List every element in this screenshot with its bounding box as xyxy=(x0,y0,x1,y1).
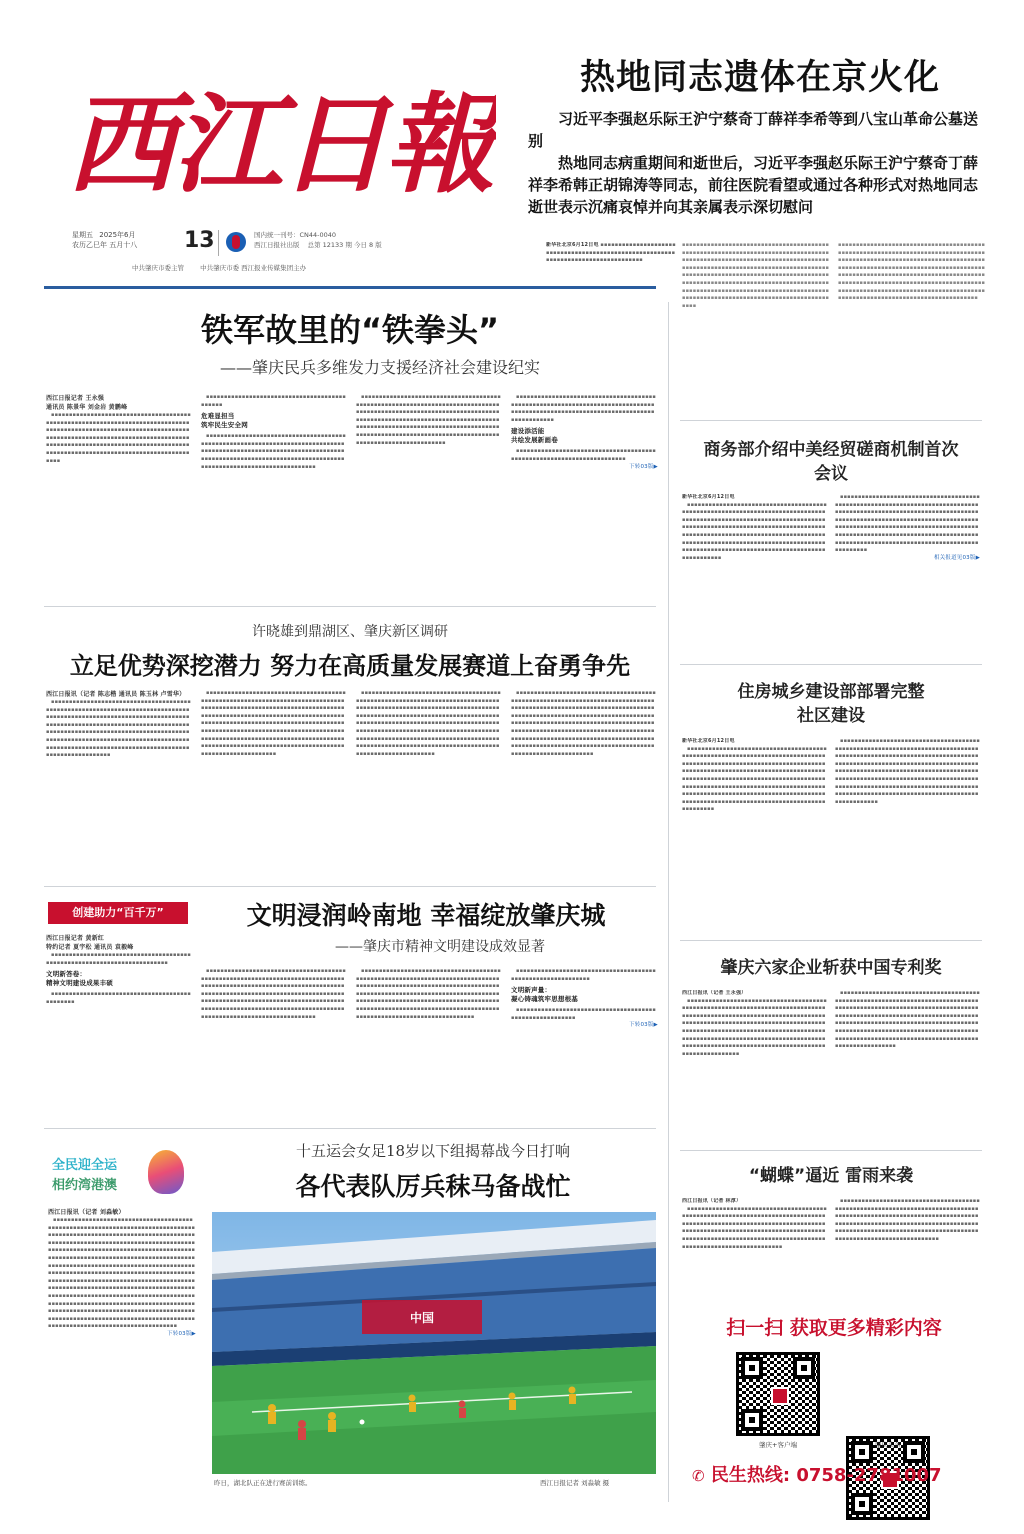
day-number: 13 xyxy=(184,228,215,253)
article4-title: 各代表队厉兵秣马备战忙 xyxy=(295,1172,571,1201)
article2-kicker: 许晓雄到鼎湖区、肇庆新区调研 xyxy=(252,624,448,640)
games-logo xyxy=(48,1146,188,1202)
publisher: 西江日报社出版 xyxy=(254,241,300,249)
lead-deck-2: 热地同志病重期间和逝世后，习近平李强赵乐际王沪宁蔡奇丁薛祥李希韩正胡锦涛等同志，前往医院看望或通过各种形式对热地同志逝世表示沉痛哀悼并向其亲属表示深切慰问 xyxy=(528,154,979,216)
article3-continue-link[interactable]: 下转03版▶ xyxy=(629,1022,658,1029)
article1-title: 铁军故里的“铁拳头” xyxy=(200,311,500,349)
side-news2-body: 新华社北京6月12日电 ▪▪▪▪▪▪▪▪▪▪▪▪▪▪▪▪▪▪▪▪▪▪▪▪▪▪▪▪▪▪▪▪▪▪▪▪▪▪▪▪▪▪▪▪▪▪▪▪▪▪▪▪▪▪▪▪▪▪▪▪▪▪▪▪▪▪▪▪▪▪▪▪▪▪▪▪▪▪▪▪▪▪▪▪▪▪▪▪▪▪▪▪▪▪▪▪▪▪▪▪▪▪▪▪▪▪▪▪▪▪▪▪▪▪▪▪▪▪▪▪▪▪▪▪▪▪▪▪▪▪▪▪▪▪▪▪▪▪▪▪▪▪▪▪▪▪▪▪▪▪▪▪▪▪▪▪▪▪▪▪▪▪▪▪▪▪▪▪▪▪▪▪▪▪▪▪▪▪▪▪▪▪▪▪▪▪▪▪▪▪▪▪▪▪▪▪▪▪▪▪▪▪▪▪▪▪▪▪▪▪▪▪▪▪▪▪▪▪▪▪▪▪▪▪▪▪▪▪▪▪▪▪▪▪▪▪▪▪▪▪▪▪▪▪▪▪▪▪▪▪▪▪▪▪▪▪▪▪▪▪▪▪▪▪▪▪▪▪▪▪▪▪▪▪▪▪▪▪▪▪▪▪▪▪▪▪▪▪▪▪▪▪▪▪▪▪▪▪▪▪▪▪▪▪▪▪▪▪▪▪▪▪▪▪▪▪▪▪▪▪▪▪▪▪▪▪▪▪ ▪▪▪▪▪▪▪▪▪▪▪▪▪▪▪▪▪▪▪▪▪▪▪▪▪▪▪▪▪▪▪▪▪▪▪▪▪▪▪▪▪▪▪▪▪▪▪▪▪▪▪▪▪▪▪▪▪▪▪▪▪▪▪▪▪▪▪▪▪▪▪▪▪▪▪▪▪▪▪▪▪▪▪▪▪▪▪▪▪▪▪▪▪▪▪▪▪▪▪▪▪▪▪▪▪▪▪▪▪▪▪▪▪▪▪▪▪▪▪▪▪▪▪▪▪▪▪▪▪▪▪▪▪▪▪▪▪▪▪▪▪▪▪▪▪▪▪▪▪▪▪▪▪▪▪▪▪▪▪▪▪▪▪▪▪▪▪▪▪▪▪▪▪▪▪▪▪▪▪▪▪▪▪▪▪▪▪▪▪▪▪▪▪▪▪▪▪▪▪▪▪▪▪▪▪▪▪▪▪▪▪▪▪▪▪▪▪▪▪▪▪▪▪▪▪▪▪▪▪▪▪▪▪▪▪▪▪▪▪▪▪▪▪▪▪▪▪▪▪▪▪▪▪▪▪▪▪▪▪▪▪▪▪▪▪▪▪▪▪▪▪▪▪▪▪▪▪▪▪▪▪▪▪▪▪▪▪▪▪▪▪▪▪▪▪▪▪▪▪▪▪▪▪▪▪▪▪▪▪▪▪▪▪▪▪▪▪▪▪▪▪▪▪▪▪▪▪▪▪▪▪ xyxy=(682,738,980,813)
article1-subhead-1: 危难显担当 筑牢民生安全网 xyxy=(201,412,248,430)
side-news2-byline: 新华社北京6月12日电 xyxy=(682,738,735,744)
side-news3-body: 西江日报讯（记者 王永强） ▪▪▪▪▪▪▪▪▪▪▪▪▪▪▪▪▪▪▪▪▪▪▪▪▪▪▪▪▪▪▪▪▪▪▪▪▪▪▪▪▪▪▪▪▪▪▪▪▪▪▪▪▪▪▪▪▪▪▪▪▪▪▪▪▪▪▪▪▪▪▪▪▪▪▪▪▪▪▪▪▪▪▪▪▪▪▪▪▪▪▪▪▪▪▪▪▪▪▪▪▪▪▪▪▪▪▪▪▪▪▪▪▪▪▪▪▪▪▪▪▪▪▪▪▪▪▪▪▪▪▪▪▪▪▪▪▪▪▪▪▪▪▪▪▪▪▪▪▪▪▪▪▪▪▪▪▪▪▪▪▪▪▪▪▪▪▪▪▪▪▪▪▪▪▪▪▪▪▪▪▪▪▪▪▪▪▪▪▪▪▪▪▪▪▪▪▪▪▪▪▪▪▪▪▪▪▪▪▪▪▪▪▪▪▪▪▪▪▪▪▪▪▪▪▪▪▪▪▪▪▪▪▪▪▪▪▪▪▪▪▪▪▪▪▪▪▪▪▪▪▪▪▪▪▪▪▪▪▪▪▪▪▪▪▪▪▪▪▪▪▪▪▪▪▪▪▪▪▪▪▪▪▪▪▪▪▪▪▪▪▪▪▪▪▪ ▪▪▪▪▪▪▪▪▪▪▪▪▪▪▪▪▪▪▪▪▪▪▪▪▪▪▪▪▪▪▪▪▪▪▪▪▪▪▪▪▪▪▪▪▪▪▪▪▪▪▪▪▪▪▪▪▪▪▪▪▪▪▪▪▪▪▪▪▪▪▪▪▪▪▪▪▪▪▪▪▪▪▪▪▪▪▪▪▪▪▪▪▪▪▪▪▪▪▪▪▪▪▪▪▪▪▪▪▪▪▪▪▪▪▪▪▪▪▪▪▪▪▪▪▪▪▪▪▪▪▪▪▪▪▪▪▪▪▪▪▪▪▪▪▪▪▪▪▪▪▪▪▪▪▪▪▪▪▪▪▪▪▪▪▪▪▪▪▪▪▪▪▪▪▪▪▪▪▪▪▪▪▪▪▪▪▪▪▪▪▪▪▪▪▪▪▪▪▪▪▪▪▪▪▪▪▪▪▪▪▪▪▪▪▪▪▪▪▪▪▪▪▪▪▪▪▪▪▪▪▪▪▪▪▪▪▪▪▪▪▪▪▪▪▪▪▪▪▪▪▪▪▪▪▪▪▪▪▪▪▪▪▪▪▪▪▪▪▪▪▪▪▪▪▪▪▪▪▪▪▪▪▪▪▪▪▪▪▪▪▪▪▪▪▪▪ xyxy=(682,990,980,1057)
article3-tag: 创建助力“百千万” xyxy=(48,902,188,924)
side-news1-byline: 新华社北京6月12日电 xyxy=(682,494,735,500)
lead-body-1: 新华社北京6月12日电 ▪▪▪▪▪▪▪▪▪▪▪▪▪▪▪▪▪▪▪▪▪▪▪▪▪▪▪▪▪▪▪▪▪▪▪▪▪▪▪▪▪▪▪▪▪▪▪▪▪▪▪▪▪▪▪▪▪▪▪▪▪▪▪▪▪▪▪▪▪▪▪▪▪▪▪▪▪▪▪▪▪▪▪▪ xyxy=(546,242,676,264)
side-news3-byline: 西江日报讯（记者 王永强） xyxy=(682,990,747,996)
lead-body-2: ▪▪▪▪▪▪▪▪▪▪▪▪▪▪▪▪▪▪▪▪▪▪▪▪▪▪▪▪▪▪▪▪▪▪▪▪▪▪▪▪▪▪▪▪▪▪▪▪▪▪▪▪▪▪▪▪▪▪▪▪▪▪▪▪▪▪▪▪▪▪▪▪▪▪▪▪▪▪▪▪▪▪▪▪▪▪▪▪▪▪▪▪▪▪▪▪▪▪▪▪▪▪▪▪▪▪▪▪▪▪▪▪▪▪▪▪▪▪▪▪▪▪▪▪▪▪▪▪▪▪▪▪▪▪▪▪▪▪▪▪▪▪▪▪▪▪▪▪▪▪▪▪▪▪▪▪▪▪▪▪▪▪▪▪▪▪▪▪▪▪▪▪▪▪▪▪▪▪▪▪▪▪▪▪▪▪▪▪▪▪▪▪▪▪▪▪▪▪▪▪▪▪▪▪▪▪▪▪▪▪▪▪▪▪▪▪▪▪▪▪▪▪▪▪▪▪▪▪▪▪▪▪▪▪▪▪▪▪▪▪▪▪▪▪▪▪▪▪▪▪▪▪▪▪▪▪▪▪▪▪▪▪▪▪▪▪▪▪▪▪▪▪▪▪▪▪▪▪▪▪▪▪▪▪▪▪▪▪▪▪▪▪▪▪▪▪▪▪▪▪▪▪▪▪▪▪▪▪▪▪▪▪▪▪▪▪▪▪▪▪▪▪▪▪▪▪▪▪▪▪▪▪ xyxy=(682,242,830,309)
lunar-date: 农历乙巳年 五月十八 xyxy=(72,241,138,249)
article3-byline-2: 特约记者 夏宇松 通讯员 袁毅峰 xyxy=(46,944,134,951)
photo-caption: 昨日，湖北队正在进行赛前训练。 xyxy=(214,1479,312,1487)
side-news4-byline: 西江日报讯（记者 林淳） xyxy=(682,1198,742,1204)
article2-body: 西江日报讯（记者 陈志楷 通讯员 陈玉林 卢雪华） ▪▪▪▪▪▪▪▪▪▪▪▪▪▪▪▪▪▪▪▪▪▪▪▪▪▪▪▪▪▪▪▪▪▪▪▪▪▪▪▪▪▪▪▪▪▪▪▪▪▪▪▪▪▪▪▪▪▪▪▪▪▪▪▪▪▪▪▪▪▪▪▪▪▪▪▪▪▪▪▪▪▪▪▪▪▪▪▪▪▪▪▪▪▪▪▪▪▪▪▪▪▪▪▪▪▪▪▪▪▪▪▪▪▪▪▪▪▪▪▪▪▪▪▪▪▪▪▪▪▪▪▪▪▪▪▪▪▪▪▪▪▪▪▪▪▪▪▪▪▪▪▪▪▪▪▪▪▪▪▪▪▪▪▪▪▪▪▪▪▪▪▪▪▪▪▪▪▪▪▪▪▪▪▪▪▪▪▪▪▪▪▪▪▪▪▪▪▪▪▪▪▪▪▪▪▪▪▪▪▪▪▪▪▪▪▪▪▪▪▪▪▪▪▪▪▪▪▪▪▪▪▪▪▪▪▪▪▪▪▪▪▪▪▪▪▪▪▪▪▪▪▪▪▪▪▪▪▪▪▪▪▪▪▪▪▪▪▪▪▪▪▪▪▪▪▪▪▪▪▪▪▪▪▪▪▪▪▪▪▪▪▪▪▪▪▪▪ ▪▪▪▪▪▪▪▪▪▪▪▪▪▪▪▪▪▪▪▪▪▪▪▪▪▪▪▪▪▪▪▪▪▪▪▪▪▪▪▪▪▪▪▪▪▪▪▪▪▪▪▪▪▪▪▪▪▪▪▪▪▪▪▪▪▪▪▪▪▪▪▪▪▪▪▪▪▪▪▪▪▪▪▪▪▪▪▪▪▪▪▪▪▪▪▪▪▪▪▪▪▪▪▪▪▪▪▪▪▪▪▪▪▪▪▪▪▪▪▪▪▪▪▪▪▪▪▪▪▪▪▪▪▪▪▪▪▪▪▪▪▪▪▪▪▪▪▪▪▪▪▪▪▪▪▪▪▪▪▪▪▪▪▪▪▪▪▪▪▪▪▪▪▪▪▪▪▪▪▪▪▪▪▪▪▪▪▪▪▪▪▪▪▪▪▪▪▪▪▪▪▪▪▪▪▪▪▪▪▪▪▪▪▪▪▪▪▪▪▪▪▪▪▪▪▪▪▪▪▪▪▪▪▪▪▪▪▪▪▪▪▪▪▪▪▪▪▪▪▪▪▪▪▪▪▪▪▪▪▪▪▪▪▪▪▪▪▪▪▪▪▪▪▪▪▪▪▪▪▪▪▪▪▪▪▪▪▪▪▪▪▪▪▪▪▪▪▪▪▪▪▪▪▪▪▪▪▪▪▪▪▪▪▪▪▪▪▪▪▪▪▪▪▪▪▪▪▪▪▪▪▪▪▪▪▪▪▪▪▪ ▪▪▪▪▪▪▪▪▪▪▪▪▪▪▪▪▪▪▪▪▪▪▪▪▪▪▪▪▪▪▪▪▪▪▪▪▪▪▪▪▪▪▪▪▪▪▪▪▪▪▪▪▪▪▪▪▪▪▪▪▪▪▪▪▪▪▪▪▪▪▪▪▪▪▪▪▪▪▪▪▪▪▪▪▪▪▪▪▪▪▪▪▪▪▪▪▪▪▪▪▪▪▪▪▪▪▪▪▪▪▪▪▪▪▪▪▪▪▪▪▪▪▪▪▪▪▪▪▪▪▪▪▪▪▪▪▪▪▪▪▪▪▪▪▪▪▪▪▪▪▪▪▪▪▪▪▪▪▪▪▪▪▪▪▪▪▪▪▪▪▪▪▪▪▪▪▪▪▪▪▪▪▪▪▪▪▪▪▪▪▪▪▪▪▪▪▪▪▪▪▪▪▪▪▪▪▪▪▪▪▪▪▪▪▪▪▪▪▪▪▪▪▪▪▪▪▪▪▪▪▪▪▪▪▪▪▪▪▪▪▪▪▪▪▪▪▪▪▪▪▪▪▪▪▪▪▪▪▪▪▪▪▪▪▪▪▪▪▪▪▪▪▪▪▪▪▪▪▪▪▪▪▪▪▪▪▪▪▪▪▪▪▪▪▪▪▪▪▪▪▪▪▪▪▪▪▪▪▪▪▪▪▪▪▪▪▪▪▪▪▪▪▪▪▪▪▪▪▪▪▪▪▪▪▪▪▪▪▪▪▪ ▪▪▪▪▪▪▪▪▪▪▪▪▪▪▪▪▪▪▪▪▪▪▪▪▪▪▪▪▪▪▪▪▪▪▪▪▪▪▪▪▪▪▪▪▪▪▪▪▪▪▪▪▪▪▪▪▪▪▪▪▪▪▪▪▪▪▪▪▪▪▪▪▪▪▪▪▪▪▪▪▪▪▪▪▪▪▪▪▪▪▪▪▪▪▪▪▪▪▪▪▪▪▪▪▪▪▪▪▪▪▪▪▪▪▪▪▪▪▪▪▪▪▪▪▪▪▪▪▪▪▪▪▪▪▪▪▪▪▪▪▪▪▪▪▪▪▪▪▪▪▪▪▪▪▪▪▪▪▪▪▪▪▪▪▪▪▪▪▪▪▪▪▪▪▪▪▪▪▪▪▪▪▪▪▪▪▪▪▪▪▪▪▪▪▪▪▪▪▪▪▪▪▪▪▪▪▪▪▪▪▪▪▪▪▪▪▪▪▪▪▪▪▪▪▪▪▪▪▪▪▪▪▪▪▪▪▪▪▪▪▪▪▪▪▪▪▪▪▪▪▪▪▪▪▪▪▪▪▪▪▪▪▪▪▪▪▪▪▪▪▪▪▪▪▪▪▪▪▪▪▪▪▪▪▪▪▪▪▪▪▪▪▪▪▪▪▪▪▪▪▪▪▪▪▪▪▪▪▪▪▪▪▪▪▪▪▪▪▪▪▪▪▪▪▪▪▪▪▪▪▪▪▪▪▪▪▪▪▪▪▪▪ xyxy=(46,690,656,759)
article1-subtitle: ——肇庆民兵多维发力支援经济社会建设纪实 xyxy=(219,358,540,377)
masthead-date-block xyxy=(72,230,492,260)
article1-body: 西江日报记者 王永强 通讯员 陈景华 刘金岩 黄鹏峰 ▪▪▪▪▪▪▪▪▪▪▪▪▪▪▪▪▪▪▪▪▪▪▪▪▪▪▪▪▪▪▪▪▪▪▪▪▪▪▪▪▪▪▪▪▪▪▪▪▪▪▪▪▪▪▪▪▪▪▪▪▪▪▪▪▪▪▪▪▪▪▪▪▪▪▪▪▪▪▪▪▪▪▪▪▪▪▪▪▪▪▪▪▪▪▪▪▪▪▪▪▪▪▪▪▪▪▪▪▪▪▪▪▪▪▪▪▪▪▪▪▪▪▪▪▪▪▪▪▪▪▪▪▪▪▪▪▪▪▪▪▪▪▪▪▪▪▪▪▪▪▪▪▪▪▪▪▪▪▪▪▪▪▪▪▪▪▪▪▪▪▪▪▪▪▪▪▪▪▪▪▪▪▪▪▪▪▪▪▪▪▪▪▪▪▪▪▪▪▪▪▪▪▪▪▪▪▪▪▪▪▪▪▪▪▪▪▪▪▪▪▪▪▪▪▪▪▪▪▪▪▪▪▪▪▪▪▪▪▪▪▪▪▪ ▪▪▪▪▪▪▪▪▪▪▪▪▪▪▪▪▪▪▪▪▪▪▪▪▪▪▪▪▪▪▪▪▪▪▪▪▪▪▪▪▪▪▪▪▪ 危难显担当 筑牢民生安全网 ▪▪▪▪▪▪▪▪▪▪▪▪▪▪▪▪▪▪▪▪▪▪▪▪▪▪▪▪▪▪▪▪▪▪▪▪▪▪▪▪▪▪▪▪▪▪▪▪▪▪▪▪▪▪▪▪▪▪▪▪▪▪▪▪▪▪▪▪▪▪▪▪▪▪▪▪▪▪▪▪▪▪▪▪▪▪▪▪▪▪▪▪▪▪▪▪▪▪▪▪▪▪▪▪▪▪▪▪▪▪▪▪▪▪▪▪▪▪▪▪▪▪▪▪▪▪▪▪▪▪▪▪▪▪▪▪▪▪▪▪▪▪▪▪▪▪▪▪▪▪▪▪▪▪▪▪▪▪▪▪▪▪▪▪▪▪▪▪▪▪▪▪▪▪▪▪▪▪▪▪▪▪▪▪▪▪▪▪▪▪▪ ▪▪▪▪▪▪▪▪▪▪▪▪▪▪▪▪▪▪▪▪▪▪▪▪▪▪▪▪▪▪▪▪▪▪▪▪▪▪▪▪▪▪▪▪▪▪▪▪▪▪▪▪▪▪▪▪▪▪▪▪▪▪▪▪▪▪▪▪▪▪▪▪▪▪▪▪▪▪▪▪▪▪▪▪▪▪▪▪▪▪▪▪▪▪▪▪▪▪▪▪▪▪▪▪▪▪▪▪▪▪▪▪▪▪▪▪▪▪▪▪▪▪▪▪▪▪▪▪▪▪▪▪▪▪▪▪▪▪▪▪▪▪▪▪▪▪▪▪▪▪▪▪▪▪▪▪▪▪▪▪▪▪▪▪▪▪▪▪▪▪▪▪▪▪▪▪▪▪▪▪▪▪▪▪▪▪▪▪▪▪▪▪▪▪▪▪▪▪▪▪▪▪▪▪▪▪▪▪▪▪▪▪▪▪▪▪▪▪▪▪▪▪▪▪▪▪▪▪▪▪▪▪▪▪▪▪▪▪▪▪▪▪▪▪▪▪▪▪▪▪▪▪▪▪▪▪▪▪▪▪▪▪▪▪ ▪▪▪▪▪▪▪▪▪▪▪▪▪▪▪▪▪▪▪▪▪▪▪▪▪▪▪▪▪▪▪▪▪▪▪▪▪▪▪▪▪▪▪▪▪▪▪▪▪▪▪▪▪▪▪▪▪▪▪▪▪▪▪▪▪▪▪▪▪▪▪▪▪▪▪▪▪▪▪▪▪▪▪▪▪▪▪▪▪▪▪▪▪▪▪▪▪▪▪▪▪▪▪▪▪▪▪▪▪▪▪▪▪▪▪▪▪▪▪▪▪▪▪▪▪▪▪▪▪▪▪ 建设添活能 共绘发展新画卷 ▪▪▪▪▪▪▪▪▪▪▪▪▪▪▪▪▪▪▪▪▪▪▪▪▪▪▪▪▪▪▪▪▪▪▪▪▪▪▪▪▪▪▪▪▪▪▪▪▪▪▪▪▪▪▪▪▪▪▪▪▪▪▪▪▪▪▪▪▪▪▪ 下转03版▶ xyxy=(46,394,658,470)
side-news2-title: 住房城乡建设部部署完整社区建设 xyxy=(737,682,925,726)
lead-deck-1: 习近平李强赵乐际王沪宁蔡奇丁薛祥李希等到八宝山革命公墓送别 xyxy=(528,110,979,150)
masthead-logo-text: 西江日報 xyxy=(66,82,496,208)
article1-continue-link[interactable]: 下转03版▶ xyxy=(629,463,658,470)
games-logo-icon xyxy=(148,1150,184,1194)
weekday: 星期五 xyxy=(72,231,93,239)
lead-body-3: ▪▪▪▪▪▪▪▪▪▪▪▪▪▪▪▪▪▪▪▪▪▪▪▪▪▪▪▪▪▪▪▪▪▪▪▪▪▪▪▪▪▪▪▪▪▪▪▪▪▪▪▪▪▪▪▪▪▪▪▪▪▪▪▪▪▪▪▪▪▪▪▪▪▪▪▪▪▪▪▪▪▪▪▪▪▪▪▪▪▪▪▪▪▪▪▪▪▪▪▪▪▪▪▪▪▪▪▪▪▪▪▪▪▪▪▪▪▪▪▪▪▪▪▪▪▪▪▪▪▪▪▪▪▪▪▪▪▪▪▪▪▪▪▪▪▪▪▪▪▪▪▪▪▪▪▪▪▪▪▪▪▪▪▪▪▪▪▪▪▪▪▪▪▪▪▪▪▪▪▪▪▪▪▪▪▪▪▪▪▪▪▪▪▪▪▪▪▪▪▪▪▪▪▪▪▪▪▪▪▪▪▪▪▪▪▪▪▪▪▪▪▪▪▪▪▪▪▪▪▪▪▪▪▪▪▪▪▪▪▪▪▪▪▪▪▪▪▪▪▪▪▪▪▪▪▪▪▪▪▪▪▪▪▪▪▪▪▪▪▪▪▪▪▪▪▪▪▪▪▪▪▪▪▪▪▪▪▪▪▪▪▪▪▪▪▪▪▪▪▪▪▪▪▪▪▪▪▪▪▪▪▪▪▪▪▪▪▪▪▪▪▪▪▪▪▪ xyxy=(838,242,986,302)
stadium-photo xyxy=(212,1212,656,1474)
article3-subtitle: ——肇庆市精神文明建设成效显著 xyxy=(335,939,545,955)
scan-promo-text: 扫一扫 获取更多精彩内容 xyxy=(726,1317,942,1339)
date: 2025年6月 xyxy=(99,231,136,239)
photo-credit: 西江日报记者 刘淼敏 摄 xyxy=(540,1479,610,1487)
qr-app-logo-icon xyxy=(771,1387,789,1405)
publisher-logo-icon xyxy=(226,232,246,252)
article1-byline-2: 通讯员 陈景华 刘金岩 黄鹏峰 xyxy=(46,404,128,411)
article4-continue-link[interactable]: 下转03版▶ xyxy=(167,1330,196,1337)
lead-title: 热地同志遗体在京火化 xyxy=(579,58,940,98)
issn: 国内统一刊号：CN44-0040 xyxy=(254,231,337,239)
article3-body: 西江日报记者 黄新红 特约记者 夏宇松 通讯员 袁毅峰 ▪▪▪▪▪▪▪▪▪▪▪▪▪▪▪▪▪▪▪▪▪▪▪▪▪▪▪▪▪▪▪▪▪▪▪▪▪▪▪▪▪▪▪▪▪▪▪▪▪▪▪▪▪▪▪▪▪▪▪▪▪▪▪▪▪▪▪▪▪▪▪▪▪ 文明新答卷： 精神文明建设成果丰硕 ▪▪▪▪▪▪▪▪▪▪▪▪▪▪▪▪▪▪▪▪▪▪▪▪▪▪▪▪▪▪▪▪▪▪▪▪▪▪▪▪▪▪▪▪▪▪▪ ▪▪▪▪▪▪▪▪▪▪▪▪▪▪▪▪▪▪▪▪▪▪▪▪▪▪▪▪▪▪▪▪▪▪▪▪▪▪▪▪▪▪▪▪▪▪▪▪▪▪▪▪▪▪▪▪▪▪▪▪▪▪▪▪▪▪▪▪▪▪▪▪▪▪▪▪▪▪▪▪▪▪▪▪▪▪▪▪▪▪▪▪▪▪▪▪▪▪▪▪▪▪▪▪▪▪▪▪▪▪▪▪▪▪▪▪▪▪▪▪▪▪▪▪▪▪▪▪▪▪▪▪▪▪▪▪▪▪▪▪▪▪▪▪▪▪▪▪▪▪▪▪▪▪▪▪▪▪▪▪▪▪▪▪▪▪▪▪▪▪▪▪▪▪▪▪▪▪▪▪▪▪▪▪▪▪▪▪▪▪▪▪▪▪▪▪▪▪▪▪▪▪▪▪▪▪▪▪▪▪▪▪▪▪▪▪▪▪▪▪▪▪▪▪▪▪▪▪▪▪▪▪▪▪▪▪▪▪▪▪▪▪▪▪▪▪▪▪▪▪▪▪▪▪▪▪▪▪▪▪▪▪▪▪▪▪▪▪▪▪▪ ▪▪▪▪▪▪▪▪▪▪▪▪▪▪▪▪▪▪▪▪▪▪▪▪▪▪▪▪▪▪▪▪▪▪▪▪▪▪▪▪▪▪▪▪▪▪▪▪▪▪▪▪▪▪▪▪▪▪▪▪▪▪▪▪▪▪▪▪▪▪▪▪▪▪▪▪▪▪▪▪▪▪▪▪▪▪▪▪▪▪▪▪▪▪▪▪▪▪▪▪▪▪▪▪▪▪▪▪▪▪▪▪▪▪▪▪▪▪▪▪▪▪▪▪▪▪▪▪▪▪▪▪▪▪▪▪▪▪▪▪▪▪▪▪▪▪▪▪▪▪▪▪▪▪▪▪▪▪▪▪▪▪▪▪▪▪▪▪▪▪▪▪▪▪▪▪▪▪▪▪▪▪▪▪▪▪▪▪▪▪▪▪▪▪▪▪▪▪▪▪▪▪▪▪▪▪▪▪▪▪▪▪▪▪▪▪▪▪▪▪▪▪▪▪▪▪▪▪▪▪▪▪▪▪▪▪▪▪▪▪▪▪▪▪▪▪▪▪▪▪▪▪▪▪▪▪▪▪▪▪▪▪▪▪▪▪▪▪▪▪▪▪ ▪▪▪▪▪▪▪▪▪▪▪▪▪▪▪▪▪▪▪▪▪▪▪▪▪▪▪▪▪▪▪▪▪▪▪▪▪▪▪▪▪▪▪▪▪▪▪▪▪▪▪▪▪▪▪▪▪▪▪▪▪ 文明新声量： 凝心铸魂筑牢思想根基 ▪▪▪▪▪▪▪▪▪▪▪▪▪▪▪▪▪▪▪▪▪▪▪▪▪▪▪▪▪▪▪▪▪▪▪▪▪▪▪▪▪▪▪▪▪▪▪▪▪▪▪▪▪▪▪▪▪ 下转03版▶ xyxy=(46,935,658,1029)
games-logo-line-2: 相约湾港澳 xyxy=(52,1178,118,1193)
qr-app-label: 肇庆+客户端 xyxy=(759,1441,797,1449)
qr-code-app[interactable] xyxy=(736,1352,820,1436)
sponsor-1: 中共肇庆市委主管 xyxy=(132,264,184,272)
article3-subhead-1: 文明新答卷： 精神文明建设成果丰硕 xyxy=(46,970,113,988)
side-news1-title: 商务部介绍中美经贸磋商机制首次会议 xyxy=(703,440,959,484)
lead-byline: 新华社北京6月12日电 xyxy=(546,242,599,248)
hotline-number[interactable]: 0758-2781007 xyxy=(796,1465,942,1486)
hotline-label: 民生热线: xyxy=(710,1465,791,1486)
phone-icon: ✆ xyxy=(692,1467,705,1485)
article2-title: 立足优势深挖潜力 努力在高质量发展赛道上奋勇争先 xyxy=(69,652,631,680)
side-news1-body: 新华社北京6月12日电 ▪▪▪▪▪▪▪▪▪▪▪▪▪▪▪▪▪▪▪▪▪▪▪▪▪▪▪▪▪▪▪▪▪▪▪▪▪▪▪▪▪▪▪▪▪▪▪▪▪▪▪▪▪▪▪▪▪▪▪▪▪▪▪▪▪▪▪▪▪▪▪▪▪▪▪▪▪▪▪▪▪▪▪▪▪▪▪▪▪▪▪▪▪▪▪▪▪▪▪▪▪▪▪▪▪▪▪▪▪▪▪▪▪▪▪▪▪▪▪▪▪▪▪▪▪▪▪▪▪▪▪▪▪▪▪▪▪▪▪▪▪▪▪▪▪▪▪▪▪▪▪▪▪▪▪▪▪▪▪▪▪▪▪▪▪▪▪▪▪▪▪▪▪▪▪▪▪▪▪▪▪▪▪▪▪▪▪▪▪▪▪▪▪▪▪▪▪▪▪▪▪▪▪▪▪▪▪▪▪▪▪▪▪▪▪▪▪▪▪▪▪▪▪▪▪▪▪▪▪▪▪▪▪▪▪▪▪▪▪▪▪▪▪▪▪▪▪▪▪▪▪▪▪▪▪▪▪▪▪▪▪▪▪▪▪▪▪▪▪▪▪▪▪▪▪▪▪▪▪▪▪▪▪▪▪▪▪▪▪▪ ▪▪▪▪▪▪▪▪▪▪▪▪▪▪▪▪▪▪▪▪▪▪▪▪▪▪▪▪▪▪▪▪▪▪▪▪▪▪▪▪▪▪▪▪▪▪▪▪▪▪▪▪▪▪▪▪▪▪▪▪▪▪▪▪▪▪▪▪▪▪▪▪▪▪▪▪▪▪▪▪▪▪▪▪▪▪▪▪▪▪▪▪▪▪▪▪▪▪▪▪▪▪▪▪▪▪▪▪▪▪▪▪▪▪▪▪▪▪▪▪▪▪▪▪▪▪▪▪▪▪▪▪▪▪▪▪▪▪▪▪▪▪▪▪▪▪▪▪▪▪▪▪▪▪▪▪▪▪▪▪▪▪▪▪▪▪▪▪▪▪▪▪▪▪▪▪▪▪▪▪▪▪▪▪▪▪▪▪▪▪▪▪▪▪▪▪▪▪▪▪▪▪▪▪▪▪▪▪▪▪▪▪▪▪▪▪▪▪▪▪▪▪▪▪▪▪▪▪▪▪▪▪▪▪▪▪▪▪▪▪▪▪▪▪▪▪▪▪▪▪▪▪▪▪▪▪▪▪▪▪▪▪▪▪▪▪▪▪▪▪▪▪▪▪▪▪▪▪▪▪▪▪▪▪▪▪▪▪ 相关报道见03版▶ xyxy=(682,494,980,561)
article4-kicker: 十五运会女足18岁以下组揭幕战今日打响 xyxy=(295,1142,571,1160)
article2-byline: 西江日报讯（记者 陈志楷 通讯员 陈玉林 卢雪华） xyxy=(46,691,186,698)
games-logo-line-1: 全民迎全运 xyxy=(52,1158,118,1173)
side-news3-title: 肇庆六家企业斩获中国专利奖 xyxy=(720,958,942,978)
side-news4-body: 西江日报讯（记者 林淳） ▪▪▪▪▪▪▪▪▪▪▪▪▪▪▪▪▪▪▪▪▪▪▪▪▪▪▪▪▪▪▪▪▪▪▪▪▪▪▪▪▪▪▪▪▪▪▪▪▪▪▪▪▪▪▪▪▪▪▪▪▪▪▪▪▪▪▪▪▪▪▪▪▪▪▪▪▪▪▪▪▪▪▪▪▪▪▪▪▪▪▪▪▪▪▪▪▪▪▪▪▪▪▪▪▪▪▪▪▪▪▪▪▪▪▪▪▪▪▪▪▪▪▪▪▪▪▪▪▪▪▪▪▪▪▪▪▪▪▪▪▪▪▪▪▪▪▪▪▪▪▪▪▪▪▪▪▪▪▪▪▪▪▪▪▪▪▪▪▪▪▪▪▪▪▪▪▪▪▪▪▪▪▪▪▪▪▪▪▪▪▪▪▪▪▪▪▪▪▪▪▪▪▪▪▪▪▪▪▪▪▪▪▪▪▪▪▪▪▪▪▪▪▪▪▪▪▪ ▪▪▪▪▪▪▪▪▪▪▪▪▪▪▪▪▪▪▪▪▪▪▪▪▪▪▪▪▪▪▪▪▪▪▪▪▪▪▪▪▪▪▪▪▪▪▪▪▪▪▪▪▪▪▪▪▪▪▪▪▪▪▪▪▪▪▪▪▪▪▪▪▪▪▪▪▪▪▪▪▪▪▪▪▪▪▪▪▪▪▪▪▪▪▪▪▪▪▪▪▪▪▪▪▪▪▪▪▪▪▪▪▪▪▪▪▪▪▪▪▪▪▪▪▪▪▪▪▪▪▪▪▪▪▪▪▪▪▪▪▪▪▪▪▪▪▪▪▪▪▪▪▪▪▪▪▪▪▪▪▪▪▪▪▪▪▪▪▪▪▪▪▪▪▪▪▪▪▪▪▪▪▪▪▪▪▪▪▪▪▪▪▪▪▪▪▪▪▪▪▪▪▪▪▪▪▪▪▪▪▪▪▪▪▪▪▪▪▪▪▪▪▪▪▪▪▪▪ xyxy=(682,1198,980,1250)
article3-title: 文明浸润岭南地 幸福绽放肇庆城 xyxy=(246,901,606,930)
issue-info: 总第 12133 期 今日 8 版 xyxy=(307,241,382,249)
hotline xyxy=(692,1462,982,1490)
qr-headline-label: 肇庆头条 xyxy=(875,1441,901,1449)
article4-byline: 西江日报讯（记者 刘淼敏） xyxy=(48,1209,125,1216)
stadium-banner-text: 中国 xyxy=(409,1311,435,1325)
article1-subhead-2: 建设添活能 共绘发展新画卷 xyxy=(511,427,558,445)
side-news1-link[interactable]: 相关报道见03版▶ xyxy=(933,554,980,561)
article3-byline-1: 西江日报记者 黄新红 xyxy=(46,935,105,942)
side-news4-title: “蝴蝶”逼近 雷雨来袭 xyxy=(748,1166,914,1186)
article4-body: 西江日报讯（记者 刘淼敏） ▪▪▪▪▪▪▪▪▪▪▪▪▪▪▪▪▪▪▪▪▪▪▪▪▪▪▪▪▪▪▪▪▪▪▪▪▪▪▪▪▪▪▪▪▪▪▪▪▪▪▪▪▪▪▪▪▪▪▪▪▪▪▪▪▪▪▪▪▪▪▪▪▪▪▪▪▪▪▪▪▪▪▪▪▪▪▪▪▪▪▪▪▪▪▪▪▪▪▪▪▪▪▪▪▪▪▪▪▪▪▪▪▪▪▪▪▪▪▪▪▪▪▪▪▪▪▪▪▪▪▪▪▪▪▪▪▪▪▪▪▪▪▪▪▪▪▪▪▪▪▪▪▪▪▪▪▪▪▪▪▪▪▪▪▪▪▪▪▪▪▪▪▪▪▪▪▪▪▪▪▪▪▪▪▪▪▪▪▪▪▪▪▪▪▪▪▪▪▪▪▪▪▪▪▪▪▪▪▪▪▪▪▪▪▪▪▪▪▪▪▪▪▪▪▪▪▪▪▪▪▪▪▪▪▪▪▪▪▪▪▪▪▪▪▪▪▪▪▪▪▪▪▪▪▪▪▪▪▪▪▪▪▪▪▪▪▪▪▪▪▪▪▪▪▪▪▪▪▪▪▪▪▪▪▪▪▪▪▪▪▪▪▪▪▪▪▪▪▪▪▪▪▪▪▪▪▪▪▪▪▪▪▪▪▪▪▪▪▪▪▪▪▪▪▪▪▪▪▪▪▪▪▪▪▪▪▪▪▪▪▪▪▪▪▪▪▪▪▪▪▪▪▪▪▪▪▪▪▪▪▪▪▪▪▪▪▪▪▪▪▪▪▪▪▪▪▪▪▪▪▪▪▪▪▪▪▪▪▪▪▪▪▪▪▪▪▪▪▪▪▪▪▪▪▪▪▪▪▪▪▪▪▪▪▪▪▪▪▪▪▪▪▪▪▪▪▪▪▪▪▪▪▪▪▪▪▪▪▪▪▪▪▪▪▪▪▪▪▪▪▪▪▪▪▪▪▪▪▪▪▪▪▪▪▪▪▪▪▪▪▪▪▪▪▪▪▪▪▪▪▪▪▪▪▪▪▪▪▪▪▪▪▪▪▪▪▪▪▪▪▪▪▪▪▪▪▪▪▪▪▪▪▪▪▪▪▪▪▪▪▪▪▪▪▪▪▪▪▪▪▪▪▪▪▪▪▪▪▪▪▪▪▪▪▪▪▪▪▪▪▪▪▪▪▪▪▪▪▪▪▪▪▪▪▪▪▪▪▪▪▪▪▪▪▪▪▪▪▪▪▪▪▪▪▪▪▪▪▪▪▪▪▪▪▪▪▪▪▪▪▪▪▪▪▪▪▪▪ 下转03版▶ xyxy=(48,1209,196,1337)
masthead-logo xyxy=(66,62,496,212)
sponsor-2: 中共肇庆市委 西江报业传媒集团主办 xyxy=(200,264,307,272)
article3-subhead-2: 文明新声量： 凝心铸魂筑牢思想根基 xyxy=(511,986,578,1004)
article1-byline-1: 西江日报记者 王永强 xyxy=(46,395,105,402)
